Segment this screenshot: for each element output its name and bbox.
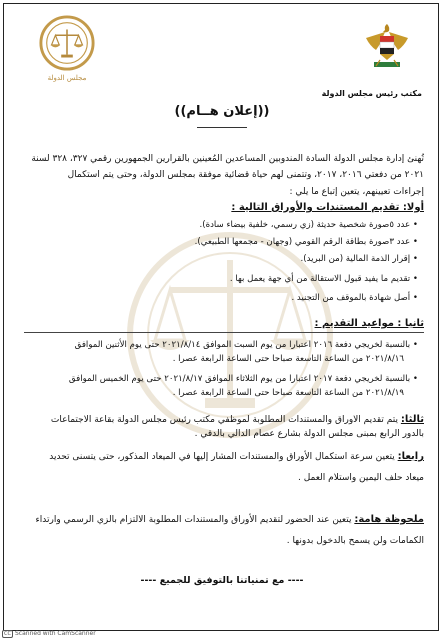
section-divider xyxy=(24,332,424,333)
section4-line-2: ميعاد حلف اليمين واستلام العمل . xyxy=(297,473,424,483)
note-heading: ملحوظة هامة: xyxy=(354,514,424,525)
council-of-state-logo xyxy=(38,14,96,72)
scanner-text: Scanned with CamScanner xyxy=(14,630,96,637)
section3-heading: ثالثا: xyxy=(400,414,424,425)
section2-item: • بالنسبة لخريجي دفعة ٢٠١٧ اعتبارا من يوم الثلاثاء الموافق ٢٠٢١/٨/١٧ حتى يوم الخميس الموافق xyxy=(68,374,418,384)
section2-item-cont: ٢٠٢١/٨/١٩ من الساعة التاسعة صباحا حتى الساعة الرابعة عصرا . xyxy=(172,388,404,398)
section2-item-cont: ٢٠٢١/٨/١٦ من الساعة التاسعة صباحا حتى الساعة الرابعة عصرا . xyxy=(172,354,404,364)
cc-badge: CC xyxy=(4,631,11,637)
egypt-eagle-emblem xyxy=(362,20,412,76)
section3-line-2: بالدور الرابع بمبنى مجلس الدولة بشارع عصام الدالي بالدقي . xyxy=(194,429,424,439)
section3-line-1: ثالثا: يتم تقديم الاوراق والمستندات المطلوبة لموظفي مكتب رئيس مجلس الدولة بقاعة الاجتماعات xyxy=(50,414,424,425)
announcement-title: ((إعلان هــام)) xyxy=(174,104,270,119)
section1-item: • عدد ٣صورة بطاقة الرقم القومي (وجهان - مجمعها الطبيعي). xyxy=(194,237,418,247)
section4-heading: رابعا: xyxy=(397,451,424,462)
council-logo-text: مجلس الدولة xyxy=(47,74,87,82)
section2-item: • بالنسبة لخريجي دفعة ٢٠١٦ اعتبارا من يوم السبت الموافق ٢٠٢١/٨/١٤ حتى يوم الأثنين الموافق xyxy=(74,340,418,350)
closing-text: ---- مع تمنياتنا بالتوفيق للجميع ---- xyxy=(140,575,304,586)
title-underline xyxy=(197,127,247,128)
section1-item: • إقرار الذمة المالية (من البريد). xyxy=(300,254,418,264)
note-line-1: ملحوظة هامة: يتعين عند الحضور لتقديم الأوراق والمستندات المطلوبة الالتزام بالزي الرسمي وارتداء xyxy=(35,514,424,525)
intro-line-3: إجراءات تعيينهم، يتعين إتباع ما يلي : xyxy=(289,187,424,197)
section1-item: • أصل شهادة بالموقف من التجنيد . xyxy=(291,293,418,303)
intro-line-2: ٢٠٢١ من دفعتي ٢٠١٦، ٢٠١٧، وتتمنى لهم حياة قضائية موفقة بمجلس الدولة، وحتى يتم استكمال xyxy=(67,170,424,180)
note-line-2: الكمامات ولن يسمح بالدخول بدونها . xyxy=(286,536,424,546)
section1-heading: أولا: تقديم المستندات والأوراق التالية : xyxy=(231,202,424,213)
section1-item: • تقديم ما يفيد قبول الاستقالة من أي جهة يعمل بها . xyxy=(229,274,418,284)
section4-line-1: رابعا: يتعين سرعة استكمال الأوراق والمستندات المشار إليها في الميعاد المذكور، حتى يتسنى تحديد xyxy=(49,451,424,462)
intro-line-1: تُهنئ إدارة مجلس الدولة السادة المندوبين المساعدين المُعينين بالقرارين الجمهورين رقمي ٣٢٧، ٣٢٨ لسنة xyxy=(31,154,424,164)
office-title: مكتب رئيس مجلس الدولة xyxy=(321,89,422,98)
section2-heading: ثانيا : مواعيد التقديم : xyxy=(314,318,424,329)
section1-item: • عدد ٥صورة شخصية حديثة (زي رسمي، خلفية بيضاء سادة). xyxy=(199,220,418,230)
scanner-footer xyxy=(2,630,96,638)
